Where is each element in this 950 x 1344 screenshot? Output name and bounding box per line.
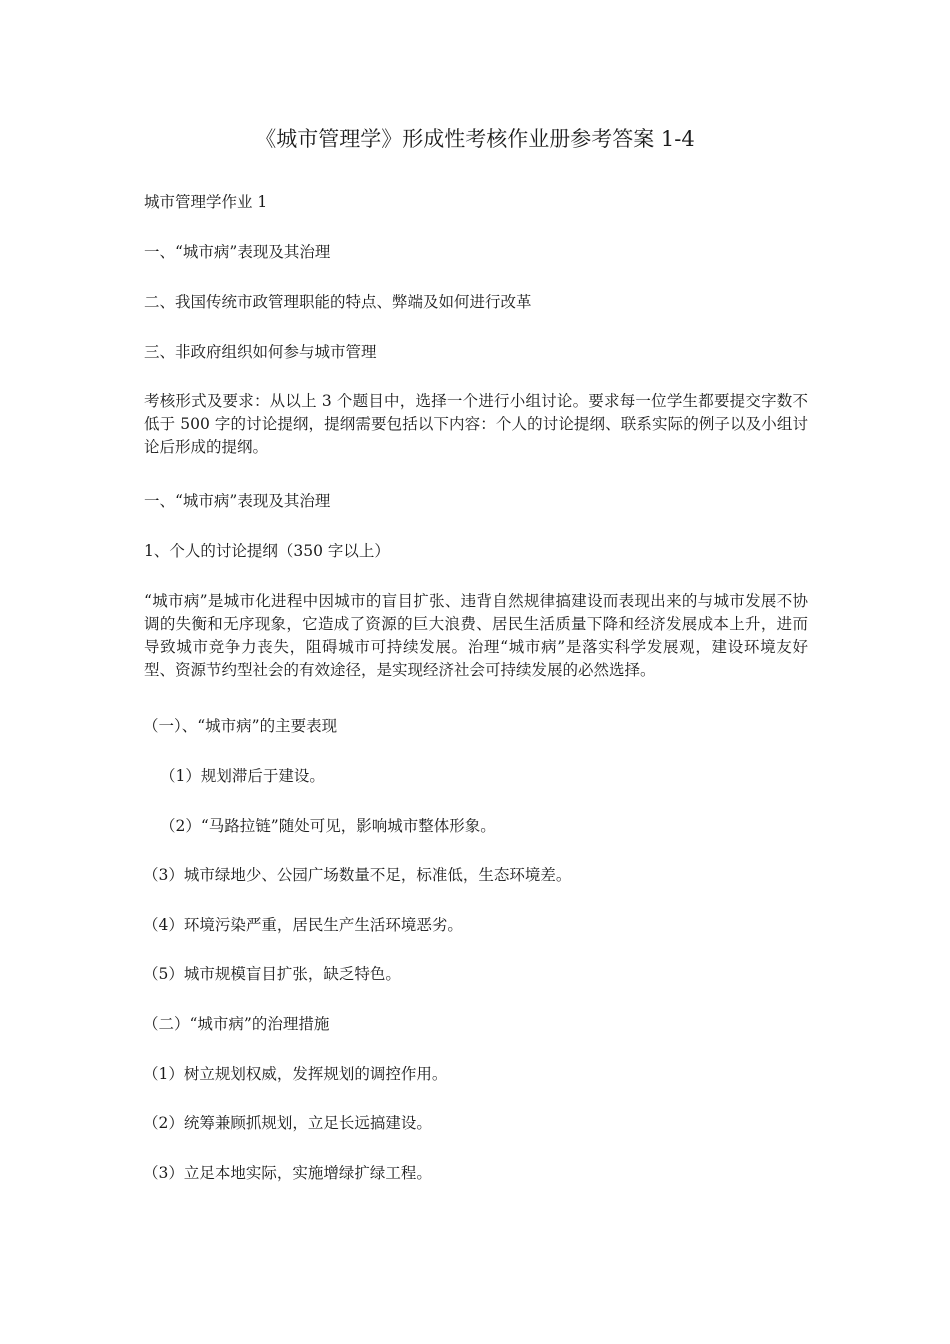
requirements-paragraph: 考核形式及要求：从以上 3 个题目中，选择一个进行小组讨论。要求每一位学生都要提交字数不低于 500 字的讨论提纲，提纲需要包括以下内容：个人的讨论提纲、联系实际的例子以及小组讨论后形成的提纲。 — [144, 392, 808, 456]
topic-item-3: 三、非政府组织如何参与城市管理 — [144, 343, 377, 361]
subsection-heading: 1、个人的讨论提纲（350 字以上） — [144, 542, 390, 560]
intro-paragraph: “城市病”是城市化进程中因城市的盲目扩张、违背自然规律搞建设而表现出来的与城市发展不协调的失衡和无序现象，它造成了资源的巨大浪费、居民生活质量下降和经济发展成本上升，进而导致城市竞争力丧失，阻碍城市可持续发展。治理“城市病”是落实科学发展观，建设环境友好型、资源节约型社会的有效途径，是实现经济社会可持续发展的必然选择。 — [144, 592, 808, 679]
section-heading: 一、“城市病”表现及其治理 — [144, 492, 331, 510]
assignment-heading: 城市管理学作业 1 — [144, 193, 268, 211]
part1-item: （4）环境污染严重，居民生产生活环境恶劣。 — [143, 916, 463, 934]
part2-item: （2）统筹兼顾抓规划，立足长远搞建设。 — [143, 1114, 432, 1132]
document-title: 《城市管理学》形成性考核作业册参考答案 1-4 — [255, 127, 695, 151]
part1-item: （3）城市绿地少、公园广场数量不足，标准低，生态环境差。 — [143, 866, 572, 884]
part1-item: （2）“马路拉链”随处可见，影响城市整体形象。 — [160, 817, 496, 835]
topic-item-2: 二、我国传统市政管理职能的特点、弊端及如何进行改革 — [144, 293, 532, 311]
part1-item: （1）规划滞后于建设。 — [160, 767, 325, 785]
part1-item: （5）城市规模盲目扩张，缺乏特色。 — [143, 965, 401, 983]
topic-item-1: 一、“城市病”表现及其治理 — [144, 243, 331, 261]
part2-heading: （二）“城市病”的治理措施 — [143, 1015, 330, 1033]
part2-item: （1）树立规划权威，发挥规划的调控作用。 — [143, 1065, 448, 1083]
part2-item: （3）立足本地实际，实施增绿扩绿工程。 — [143, 1164, 432, 1182]
part1-heading: （一）、“城市病”的主要表现 — [143, 717, 338, 735]
